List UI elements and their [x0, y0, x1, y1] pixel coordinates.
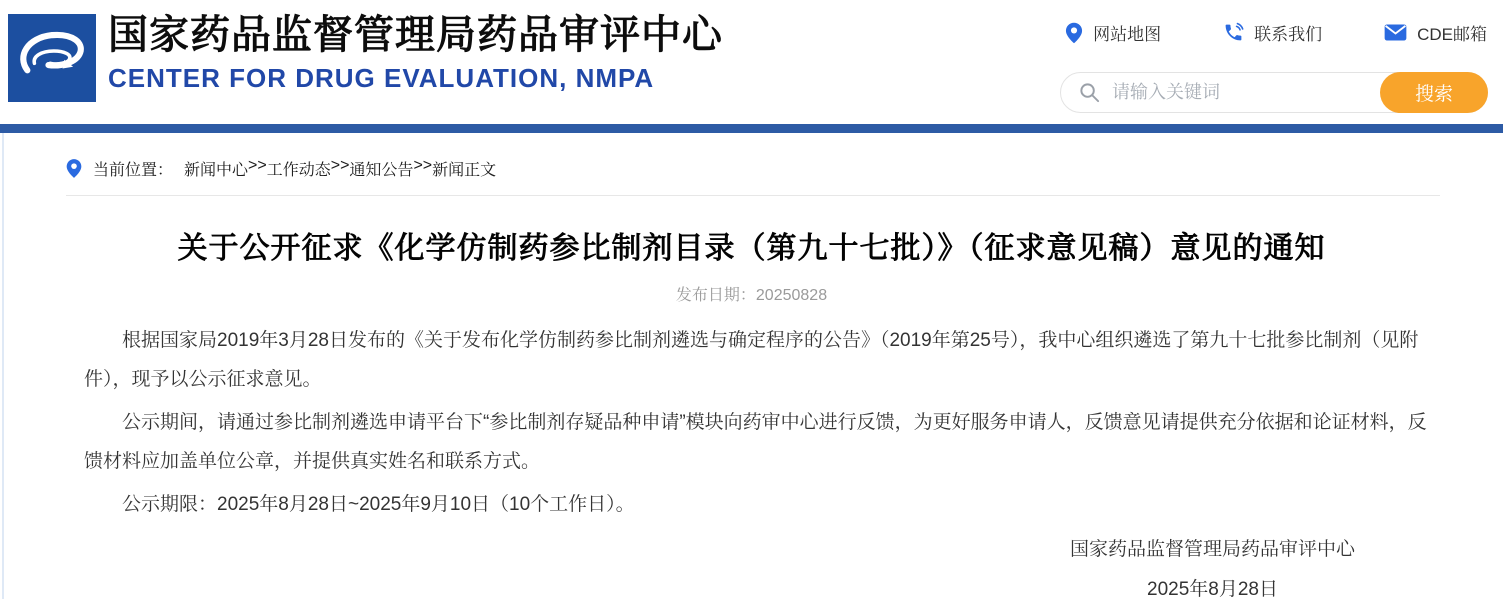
breadcrumb-separator: >>: [330, 157, 350, 174]
cde-mailbox-link[interactable]: [1384, 20, 1487, 45]
sitemap-label: 网站地图: [1093, 25, 1162, 44]
brand-block: [108, 11, 723, 94]
search-input[interactable]: [1112, 73, 1362, 112]
breadcrumb-item-work-dynamics[interactable]: 工作动态: [266, 162, 331, 179]
article-body: [0, 305, 1503, 524]
envelope-icon: [1384, 24, 1407, 41]
signature-org: 国家药品监督管理局药品审评中心: [1069, 539, 1355, 560]
article-paragraph-1: 根据国家局2019年3月28日发布的《关于发布化学仿制药参比制剂遴选与确定程序的公告》（2019年第25号），我中心组织遴选了第九十七批参比制剂（见附件），现予以公示征求意见。: [84, 330, 1419, 390]
cde-mailbox-label: CDE邮箱: [1417, 25, 1487, 44]
breadcrumb-separator: >>: [248, 157, 267, 174]
phone-icon: [1223, 22, 1244, 43]
header-divider-bar: [0, 124, 1503, 133]
breadcrumb-prefix: 当前位置：: [93, 162, 174, 179]
breadcrumb: [66, 157, 1503, 180]
breadcrumb-divider: [66, 195, 1440, 196]
search-bar: [1060, 72, 1488, 113]
contact-us-link[interactable]: [1223, 20, 1322, 45]
location-pin-icon: [1065, 22, 1083, 44]
cde-logo-icon: [8, 14, 96, 102]
publish-date-label: 发布日期：: [675, 287, 756, 304]
breadcrumb-item-notices[interactable]: 通知公告: [349, 162, 414, 179]
article-paragraph-3: 公示期限：2025年8月28日~2025年9月10日（10个工作日）。: [122, 494, 635, 515]
page-header: [0, 0, 1503, 124]
breadcrumb-pin-icon: [66, 158, 82, 179]
breadcrumb-trail: [184, 157, 496, 180]
header-utility-links: [1065, 20, 1487, 45]
signature-date: 2025年8月28日: [1147, 579, 1278, 599]
site-title: 国家药品监督管理局药品审评中心: [108, 13, 723, 57]
article-title: 关于公开征求《化学仿制药参比制剂目录（第九十七批）》（征求意见稿）意见的通知: [177, 232, 1326, 265]
cde-logo: [8, 14, 96, 102]
breadcrumb-separator: >>: [413, 157, 433, 174]
publish-date-value: 20250828: [755, 287, 828, 304]
article-paragraph-2: 公示期间，请通过参比制剂遴选申请平台下“参比制剂存疑品种申请”模块向药审中心进行反馈，为更好服务申请人，反馈意见请提供充分依据和论证材料，反馈材料应加盖单位公章，并提供真实姓名和联系方式。: [84, 412, 1427, 472]
sitemap-link[interactable]: [1065, 20, 1161, 45]
contact-us-label: 联系我们: [1254, 25, 1323, 44]
publish-date: [0, 282, 1503, 305]
breadcrumb-item-article[interactable]: 新闻正文: [432, 162, 497, 179]
breadcrumb-item-news-center[interactable]: 新闻中心: [184, 162, 249, 179]
search-icon: [1078, 81, 1101, 104]
article-signature-block: [1070, 530, 1355, 599]
main-content: [0, 157, 1503, 599]
site-subtitle: CENTER FOR DRUG EVALUATION, NMPA: [108, 63, 655, 93]
search-button[interactable]: 搜索: [1380, 72, 1488, 113]
